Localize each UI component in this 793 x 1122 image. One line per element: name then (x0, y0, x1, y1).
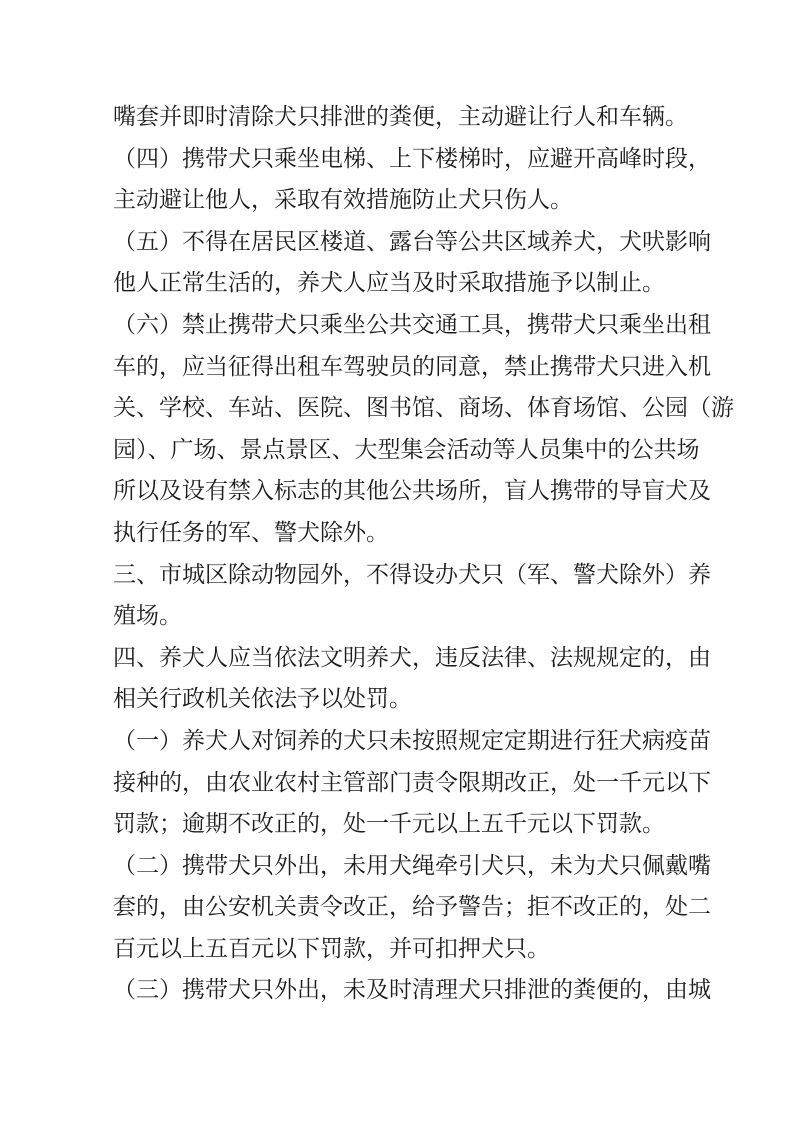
text-line: 罚款；逾期不改正的，处一千元以上五千元以下罚款。 (113, 811, 665, 837)
text-line: （六）禁止携带犬只乘坐公共交通工具，携带犬只乘坐出租 (113, 311, 711, 337)
text-line: （三）携带犬只外出，未及时清理犬只排泄的粪便的，由城 (113, 977, 711, 1003)
text-line: 相关行政机关依法予以处罚。 (113, 686, 412, 712)
text-line: 接种的，由农业农村主管部门责令限期改正，处一千元以下 (113, 769, 711, 795)
text-line: 执行任务的军、警犬除外。 (113, 519, 389, 545)
text-line: （一）养犬人对饲养的犬只未按照规定定期进行狂犬病疫苗 (113, 727, 711, 753)
text-line: 殖场。 (113, 603, 182, 629)
text-line: 主动避让他人，采取有效措施防止犬只伤人。 (113, 187, 573, 213)
text-line: 车的，应当征得出租车驾驶员的同意，禁止携带犬只进入机 (113, 353, 711, 379)
text-line: 园）、广场、景点景区、大型集会活动等人员集中的公共场 (113, 436, 700, 462)
text-line: 套的，由公安机关责令改正，给予警告；拒不改正的，处二 (113, 894, 711, 920)
text-line: 关、学校、车站、医院、图书馆、商场、体育场馆、公园（游 (113, 395, 734, 421)
text-line: 百元以上五百元以下罚款，并可扣押犬只。 (113, 935, 550, 961)
text-line: （五）不得在居民区楼道、露台等公共区域养犬，犬吠影响 (113, 228, 711, 254)
text-line: 所以及设有禁入标志的其他公共场所，盲人携带的导盲犬及 (113, 478, 711, 504)
text-line: 三、市城区除动物园外，不得设办犬只（军、警犬除外）养 (113, 561, 711, 587)
text-line: （四）携带犬只乘坐电梯、上下楼梯时，应避开高峰时段， (113, 145, 711, 171)
text-line: 他人正常生活的，养犬人应当及时采取措施予以制止。 (113, 270, 665, 296)
document-body (113, 96, 733, 1011)
text-line: （二）携带犬只外出，未用犬绳牵引犬只，未为犬只佩戴嘴 (113, 852, 711, 878)
text-line: 嘴套并即时清除犬只排泄的粪便，主动避让行人和车辆。 (113, 104, 688, 129)
text-line: 四、养犬人应当依法文明养犬，违反法律、法规规定的，由 (113, 644, 711, 670)
